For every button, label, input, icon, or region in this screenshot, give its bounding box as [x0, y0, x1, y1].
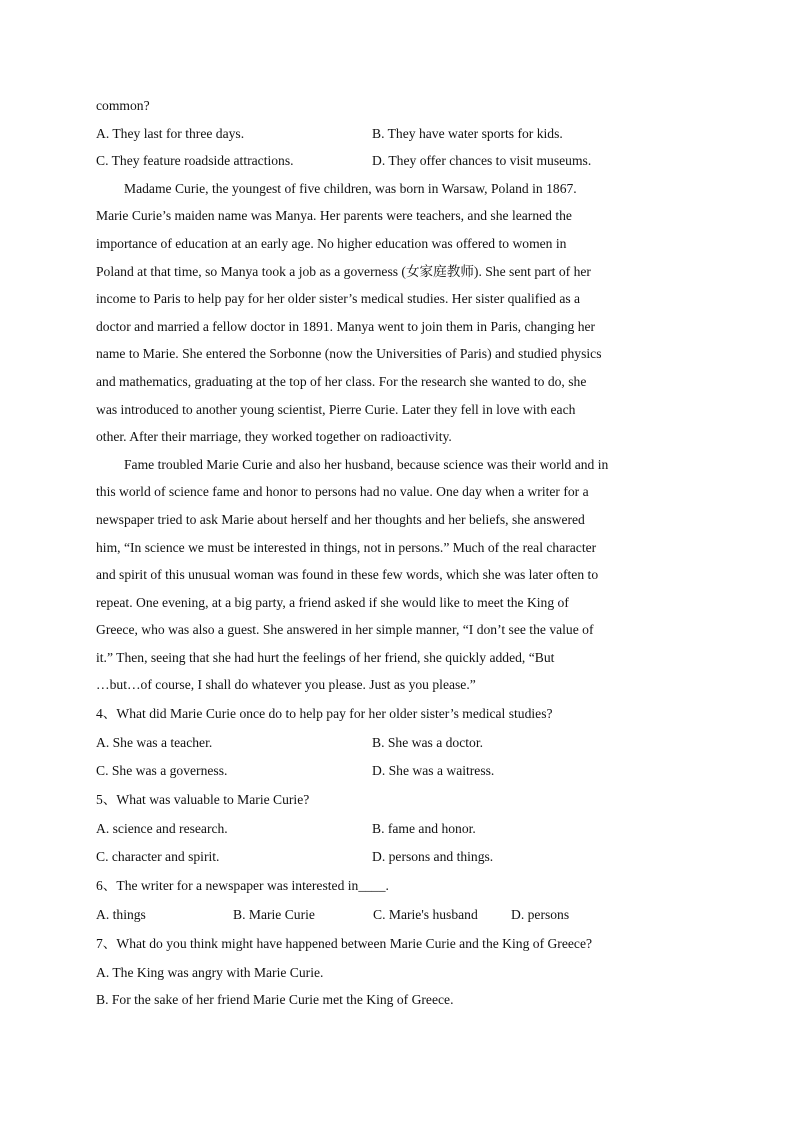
- passage-line: and spirit of this unusual woman was found in these few words, which she was later often to: [96, 567, 599, 583]
- q6-options-row: [96, 901, 696, 929]
- document-page: [96, 92, 696, 1014]
- q4-stem: 4、What did Marie Curie once do to help pay for her older sister’s medical studies?: [96, 706, 553, 722]
- q7-option-a: A. The King was angry with Marie Curie.: [96, 964, 324, 980]
- q5-stem: 5、What was valuable to Marie Curie?: [96, 792, 310, 808]
- passage-line: newspaper tried to ask Marie about herself and her thoughts and her beliefs, she answered: [96, 511, 585, 527]
- passage-paragraph-1: [96, 175, 696, 451]
- q3-option-d: D. They offer chances to visit museums.: [372, 153, 592, 169]
- q4-options-row-2: [96, 757, 696, 785]
- passage-line: name to Marie. She entered the Sorbonne (now the Universities of Paris) and studied physics: [96, 346, 602, 362]
- passage-line: was introduced to another young scientist, Pierre Curie. Later they fell in love with each: [96, 401, 576, 417]
- q4-option-d: D. She was a waitress.: [372, 763, 495, 779]
- q6-option-d: D. persons: [511, 906, 570, 922]
- passage-line: Fame troubled Marie Curie and also her husband, because science was their world and in: [124, 456, 609, 472]
- q3-option-a: A. They last for three days.: [96, 125, 245, 141]
- passage-line: this world of science fame and honor to persons had no value. One day when a writer for a: [96, 484, 589, 500]
- q6-option-a: A. things: [96, 906, 146, 922]
- passage-line: importance of education at an early age. No higher education was offered to women in: [96, 235, 567, 251]
- passage-line: it.” Then, seeing that she had hurt the feelings of her friend, she quickly added, “But: [96, 649, 555, 665]
- passage-line: doctor and married a fellow doctor in 1891. Manya went to join them in Paris, changing her: [96, 318, 596, 334]
- q5-option-d: D. persons and things.: [372, 848, 494, 864]
- passage-line: and mathematics, graduating at the top of her class. For the research she wanted to do, she: [96, 373, 587, 389]
- passage-line: Poland at that time, so Manya took a job as a governess (女家庭教师). She sent part of her: [96, 263, 591, 279]
- passage-line: repeat. One evening, at a big party, a friend asked if she would like to meet the King of: [96, 594, 569, 610]
- q7-stem: 7、What do you think might have happened between Marie Curie and the King of Greece?: [96, 935, 593, 951]
- q5-options-row-1: [96, 815, 696, 843]
- q3-option-b: B. They have water sports for kids.: [372, 125, 563, 141]
- passage-line: income to Paris to help pay for her older sister’s medical studies. Her sister qualified as a: [96, 291, 581, 307]
- q5-option-b: B. fame and honor.: [372, 821, 476, 836]
- q7-option-b: B. For the sake of her friend Marie Curie met the King of Greece.: [96, 992, 454, 1008]
- passage-line: Madame Curie, the youngest of five children, was born in Warsaw, Poland in 1867.: [124, 180, 577, 196]
- passage-line: Marie Curie’s maiden name was Manya. Her parents were teachers, and she learned the: [96, 208, 572, 224]
- q5-options-row-2: [96, 843, 696, 871]
- q4-option-b: B. She was a doctor.: [372, 735, 483, 751]
- passage-line: …but…of course, I shall do whatever you please. Just as you please.”: [96, 677, 476, 693]
- q6-stem: 6、The writer for a newspaper was interested in____.: [96, 877, 389, 893]
- passage-line: other. After their marriage, they worked together on radioactivity.: [96, 429, 452, 445]
- q3-option-c: C. They feature roadside attractions.: [96, 153, 294, 169]
- passage-line: Greece, who was also a guest. She answered in her simple manner, “I don’t see the value of: [96, 622, 594, 638]
- passage-line: him, “In science we must be interested in things, not in persons.” Much of the real character: [96, 539, 597, 555]
- q5-option-c: C. character and spirit.: [96, 848, 220, 864]
- q6-option-c: C. Marie's husband: [373, 906, 478, 922]
- q4-option-a: A. She was a teacher.: [96, 735, 213, 751]
- q3-options-row-1: [96, 120, 696, 148]
- q6-option-b: B. Marie Curie: [233, 906, 315, 922]
- q3-options-row-2: [96, 147, 696, 175]
- q5-option-a: A. science and research.: [96, 821, 228, 836]
- q4-options-row-1: [96, 729, 696, 757]
- q4-option-c: C. She was a governess.: [96, 763, 228, 779]
- q3-tail: common?: [96, 98, 150, 113]
- passage-paragraph-2: [96, 451, 696, 699]
